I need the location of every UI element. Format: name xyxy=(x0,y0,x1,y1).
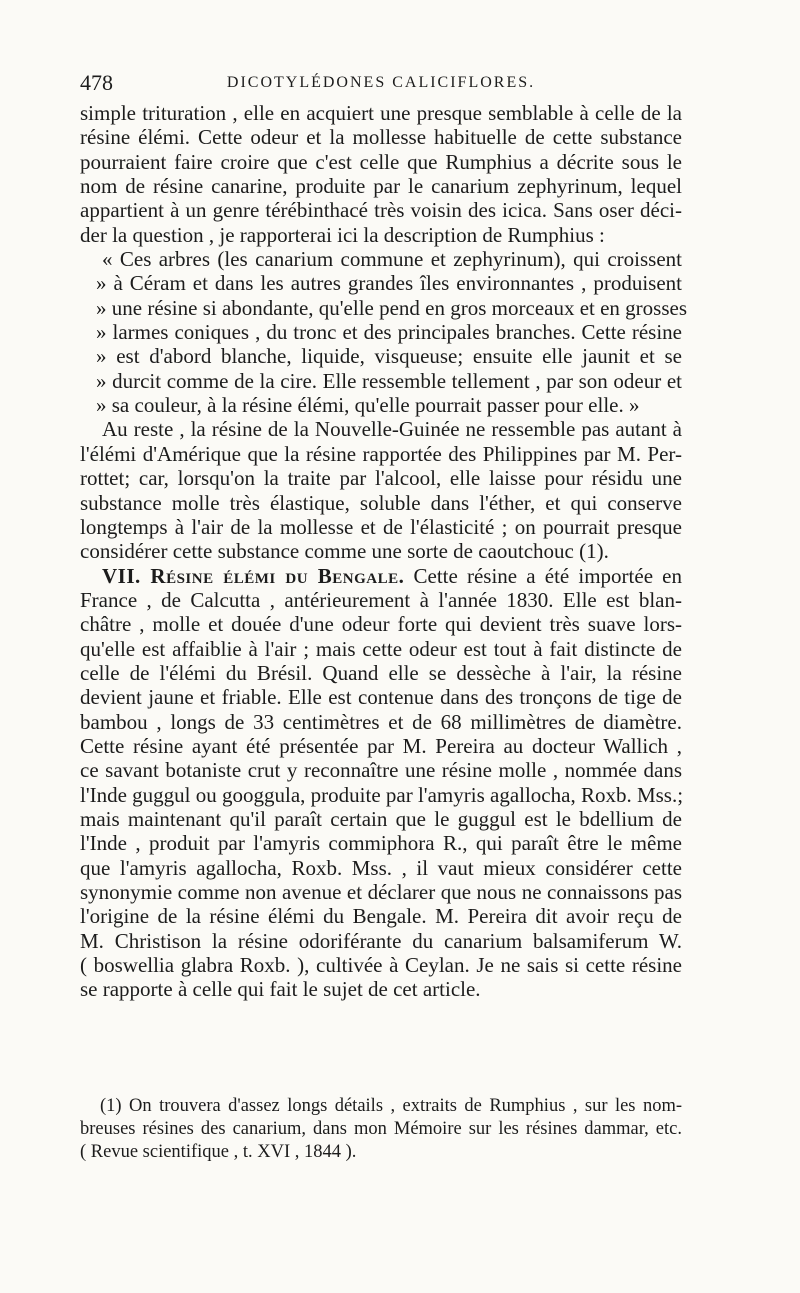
text-line: France , de Calcutta , antérieurement à l'année 1830. Elle est blan- xyxy=(80,587,682,612)
quote-line: » durcit comme de la cire. Elle ressemble tellement , par son odeur et xyxy=(96,368,682,393)
quote-line: » larmes coniques , du tronc et des principales branches. Cette résine xyxy=(96,320,682,345)
page-header xyxy=(80,70,682,100)
footnote-line: ( Revue scientifique , t. XVI , 1844 ). xyxy=(80,1142,357,1162)
footnote-line: breuses résines des canarium, dans mon Mémoire sur les résines dammar, etc. xyxy=(80,1119,682,1139)
section-first-line xyxy=(80,564,682,588)
main-text xyxy=(80,101,688,1002)
text-line: der la question , je rapporterai ici la description de Rumphius : xyxy=(80,222,605,247)
text-line: l'Inde guggul ou googgula, produite par l'amyris agallocha, Roxb. Mss.; xyxy=(80,782,684,807)
text-line: appartient à un genre térébinthacé très voisin des icica. Sans oser déci- xyxy=(80,198,682,223)
quote-line: « Ces arbres (les canarium commune et zephyrinum), qui croissent xyxy=(102,247,682,272)
text-line: considérer cette substance comme une sorte de caoutchouc (1). xyxy=(80,539,609,564)
text-line: synonymie comme non avenue et déclarer que nous ne connaissons pas xyxy=(80,880,682,904)
running-title: DICOTYLÉDONES CALICIFLORES. xyxy=(226,74,536,91)
text-line: pourraient faire croire que c'est celle que Rumphius a décrite sous le xyxy=(80,149,682,174)
text-line: résine élémi. Cette odeur et la mollesse habituelle de cette substance xyxy=(80,125,682,150)
page-number: 478 xyxy=(80,70,113,95)
text-line: longtemps à l'air de la mollesse et de l'élasticité ; on pourrait presque xyxy=(80,514,682,539)
quote-line: » à Céram et dans les autres grandes îles environnantes , produisent xyxy=(96,271,682,296)
text-line: Au reste , la résine de la Nouvelle-Guinée ne ressemble pas autant à xyxy=(102,417,682,442)
text-line: M. Christison la résine odoriférante du canarium balsamiferum W. xyxy=(80,928,682,953)
text-line: châtre , molle et douée d'une odeur forte qui devient très suave lors- xyxy=(80,612,682,637)
footnote-line: (1) On trouvera d'assez longs détails , extraits de Rumphius , sur les nom- xyxy=(100,1096,682,1116)
text-line: Cette résine ayant été présentée par M. Pereira au docteur Wallich , xyxy=(80,733,682,758)
text-line: nom de résine canarine, produite par le canarium zephyrinum, lequel xyxy=(80,174,682,199)
quote-line: » une résine si abondante, qu'elle pend en gros morceaux et en grosses xyxy=(96,295,688,320)
text-line: rottet; car, lorsqu'on la traite par l'alcool, elle laisse pour résidu une xyxy=(80,466,682,491)
text-line: substance molle très élastique, soluble dans l'éther, et qui conserve xyxy=(80,490,682,515)
quote-line: » est d'abord blanche, liquide, visqueuse; ensuite elle jaunit et se xyxy=(96,344,682,369)
text-line: simple trituration , elle en acquiert une presque semblable à celle de la xyxy=(80,101,682,125)
quote-line: » sa couleur, à la résine élémi, qu'elle pourrait passer pour elle. » xyxy=(96,393,640,418)
text-line: que l'amyris agallocha, Roxb. Mss. , il vaut mieux considérer cette xyxy=(80,855,682,880)
text-line-continuation: Cette résine a été importée en xyxy=(413,563,683,588)
text-line: bambou , longs de 33 centimètres et de 68 millimètres de diamètre. xyxy=(80,709,682,734)
footnotes xyxy=(80,1095,682,1164)
text-line: se rapporte à celle qui fait le sujet de cet article. xyxy=(80,977,481,1002)
text-line: ( boswellia glabra Roxb. ), cultivée à Ceylan. Je ne sais si cette résine xyxy=(80,953,682,978)
section-heading: VII. Résine élémi du Bengale. xyxy=(102,563,405,588)
text-line: mais maintenant qu'il paraît certain que le guggul est le bdellium de xyxy=(80,806,682,831)
text-line: l'origine de la résine élémi du Bengale. M. Pereira dit avoir reçu de xyxy=(80,904,682,929)
text-line: celle de l'élémi du Brésil. Quand elle se dessèche à l'air, la résine xyxy=(80,660,682,685)
text-line: qu'elle est affaiblie à l'air ; mais cette odeur est tout à fait distincte de xyxy=(80,636,682,661)
text-line: l'Inde , produit par l'amyris commiphora R., qui paraît être le même xyxy=(80,831,682,856)
text-line: l'élémi d'Amérique que la résine rapportée des Philippines par M. Per- xyxy=(80,441,682,466)
text-line: ce savant botaniste crut y reconnaître une résine molle , nommée dans xyxy=(80,758,682,783)
text-line: devient jaune et friable. Elle est contenue dans des tronçons de tige de xyxy=(80,685,682,710)
